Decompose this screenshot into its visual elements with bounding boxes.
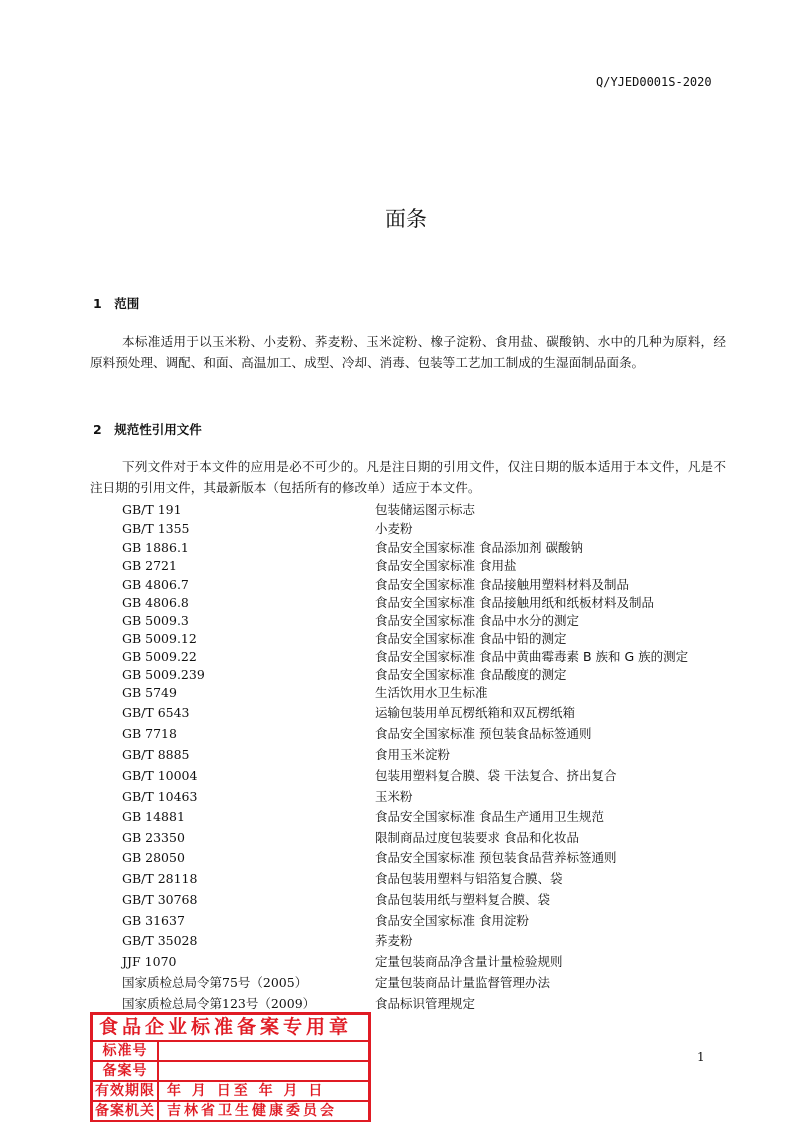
document-number: Q/YJED0001S-2020 bbox=[596, 75, 712, 89]
reference-name: 食品安全国家标准 食品接触用塑料材料及制品 bbox=[375, 577, 629, 592]
reference-code: GB/T 10004 bbox=[122, 768, 198, 783]
stamp-row bbox=[93, 1062, 368, 1082]
reference-name: 食品安全国家标准 食品酸度的测定 bbox=[375, 667, 567, 682]
reference-name: 包装用塑料复合膜、袋 干法复合、挤出复合 bbox=[375, 768, 617, 783]
stamp-title: 食品企业标准备案专用章 bbox=[93, 1015, 368, 1042]
reference-name: 食品安全国家标准 食品接触用纸和纸板材料及制品 bbox=[375, 595, 654, 610]
reference-name: 食品安全国家标准 食品中铅的测定 bbox=[375, 631, 567, 646]
reference-name: 食品标识管理规定 bbox=[375, 996, 476, 1011]
reference-name: 食品安全国家标准 食品生产通用卫生规范 bbox=[375, 809, 604, 824]
reference-code: GB 5009.3 bbox=[122, 613, 189, 628]
reference-code: GB 2721 bbox=[122, 558, 177, 573]
reference-code: GB 5749 bbox=[122, 685, 177, 700]
reference-code: GB/T 6543 bbox=[122, 705, 190, 720]
reference-code: GB 14881 bbox=[122, 809, 185, 824]
reference-code: GB 4806.8 bbox=[122, 595, 189, 610]
reference-name: 小麦粉 bbox=[375, 521, 413, 536]
stamp-label: 标准号 bbox=[93, 1042, 159, 1060]
stamp-value: 吉林省卫生健康委员会 bbox=[167, 1103, 337, 1119]
reference-code: 国家质检总局令第75号（2005） bbox=[122, 975, 308, 990]
stamp-value: 年 月 日至 年 月 日 bbox=[167, 1083, 326, 1099]
reference-name: 食品安全国家标准 预包装食品标签通则 bbox=[375, 726, 592, 741]
stamp-row bbox=[93, 1102, 368, 1120]
reference-name: 生活饮用水卫生标准 bbox=[375, 685, 488, 700]
reference-name: 食品安全国家标准 预包装食品营养标签通则 bbox=[375, 850, 617, 865]
reference-code: GB 5009.12 bbox=[122, 631, 197, 646]
filing-stamp bbox=[90, 1012, 371, 1122]
stamp-row bbox=[93, 1042, 368, 1062]
reference-code: GB/T 10463 bbox=[122, 789, 198, 804]
reference-code: JJF 1070 bbox=[122, 954, 177, 969]
reference-code: GB/T 35028 bbox=[122, 933, 198, 948]
reference-code: 国家质检总局令第123号（2009） bbox=[122, 996, 316, 1011]
reference-code: GB 28050 bbox=[122, 850, 185, 865]
reference-code: GB/T 28118 bbox=[122, 871, 198, 886]
stamp-value bbox=[159, 1042, 368, 1060]
reference-code: GB 5009.22 bbox=[122, 649, 197, 664]
reference-name: 食品安全国家标准 食用淀粉 bbox=[375, 913, 529, 928]
document-title: 面条 bbox=[385, 207, 427, 231]
stamp-label: 备案号 bbox=[93, 1062, 159, 1080]
reference-code: GB/T 30768 bbox=[122, 892, 198, 907]
reference-name: 食品包装用塑料与铝箔复合膜、袋 bbox=[375, 871, 563, 886]
reference-code: GB 5009.239 bbox=[122, 667, 205, 682]
reference-code: GB 4806.7 bbox=[122, 577, 189, 592]
reference-name: 运输包装用单瓦楞纸箱和双瓦楞纸箱 bbox=[375, 705, 576, 720]
reference-code: GB/T 191 bbox=[122, 502, 182, 517]
reference-code: GB 31637 bbox=[122, 913, 185, 928]
reference-name: 食用玉米淀粉 bbox=[375, 747, 451, 762]
reference-code: GB/T 8885 bbox=[122, 747, 190, 762]
references-paragraph: 下列文件对于本文件的应用是必不可少的。凡是注日期的引用文件，仅注日期的版本适用于本文件，凡是不注日期的引用文件，其最新版本（包括所有的修改单）适应于本文件。 bbox=[90, 459, 726, 495]
stamp-value bbox=[159, 1062, 368, 1080]
reference-name: 限制商品过度包装要求 食品和化妆品 bbox=[375, 830, 579, 845]
stamp-row bbox=[93, 1082, 368, 1102]
reference-code: GB 1886.1 bbox=[122, 540, 189, 555]
section-heading-scope: 1 范围 bbox=[93, 296, 140, 311]
reference-name: 食品安全国家标准 食品添加剂 碳酸钠 bbox=[375, 540, 583, 555]
section-heading-references: 2 规范性引用文件 bbox=[93, 422, 202, 437]
page-number: 1 bbox=[697, 1050, 705, 1064]
reference-code: GB 23350 bbox=[122, 830, 185, 845]
stamp-label: 备案机关 bbox=[93, 1102, 159, 1120]
reference-name: 食品安全国家标准 食品中水分的测定 bbox=[375, 613, 579, 628]
reference-name: 定量包装商品净含量计量检验规则 bbox=[375, 954, 563, 969]
reference-code: GB 7718 bbox=[122, 726, 177, 741]
reference-name: 食品安全国家标准 食品中黄曲霉毒素 B 族和 G 族的测定 bbox=[375, 649, 689, 664]
reference-name: 荞麦粉 bbox=[375, 933, 413, 948]
reference-name: 玉米粉 bbox=[375, 789, 413, 804]
reference-name: 食品安全国家标准 食用盐 bbox=[375, 558, 517, 573]
reference-name: 包装储运图示标志 bbox=[375, 502, 476, 517]
reference-name: 食品包装用纸与塑料复合膜、袋 bbox=[375, 892, 551, 907]
reference-name: 定量包装商品计量监督管理办法 bbox=[375, 975, 551, 990]
scope-paragraph: 本标准适用于以玉米粉、小麦粉、荞麦粉、玉米淀粉、橡子淀粉、食用盐、碳酸钠、水中的几种为原料，经原料预处理、调配、和面、高温加工、成型、冷却、消毒、包装等工艺加工制成的生湿面制品面条。 bbox=[90, 334, 726, 370]
reference-code: GB/T 1355 bbox=[122, 521, 190, 536]
stamp-label: 有效期限 bbox=[93, 1082, 159, 1100]
